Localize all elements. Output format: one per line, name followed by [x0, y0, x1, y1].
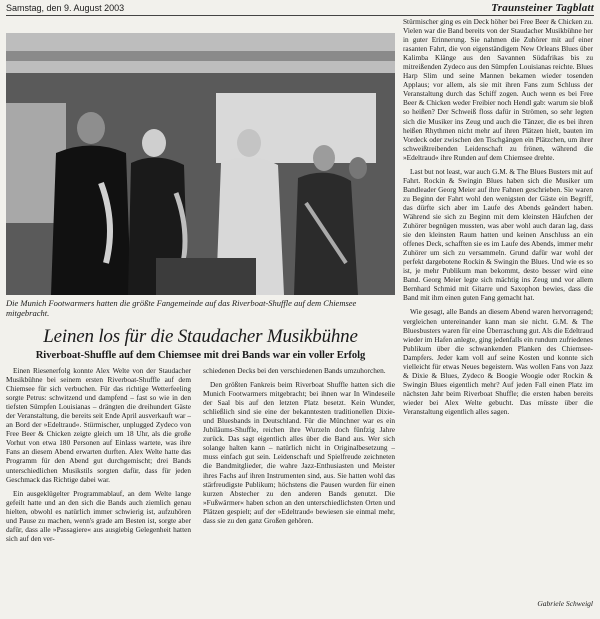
article-column-3: [403, 17, 593, 602]
article-headline: Leinen los für die Staudacher Musikbühne: [43, 326, 358, 347]
paragraph: Den größten Fankreis beim Riverboat Shuffle hatten sich die Munich Footwarmers mitgebracht; bei ihnen war In Windeseile der Saal bis auf den letzten Platz besetzt. Kein Wunder, schließlich sind sie eine der bekanntesten traditionellen Dixie- und Bluesbands in Deutschland. Für die Münchner war es ein Jubiläums-Shuffle, reichen ihre Wurzeln doch fünfzig Jahre zurück. Das sagt eigentlich alles über die Band aus. Wer sich solange halten kann – natürlich nicht in Originalbesetzung – muss einfach gut sein. Leidenschaft und Spielfreude zeichneten die Bandmitglieder, die wahre Jazz-Enthusiasten und Meister ihres Fachs auf ihren Instrumenten sind, aus. Sie hatten wohl das stärfreudigste Publikum; höchstens die Pausen wurden für einen kurzen Abstecher zu den anderen Bands genutzt. Die »Fußwärmer« haben schon an den unterschiedlichsten Orten und Plätzen gespielt; auf der »Edeltraud« bewiesen sie einmal mehr, dass sie zu den ganz Großen gehören.: [203, 380, 395, 525]
author-byline: Gabriele Schweigl: [537, 599, 593, 608]
photo-caption: Die Munich Footwarmers hatten die größte Fangemeinde auf das Riverboat-Shuffle auf dem Chiemsee mitgebracht.: [6, 298, 357, 318]
masthead: [6, 3, 594, 16]
paragraph: Ein ausgeklügelter Programmablauf, an dem Welte lange gefeilt hatte und an den sich die Bands auch ziemlich genau hielten, obwohl es natürlich immer schwierig ist, aufzuhören und Pause zu machen, wenn's grade am Besten ist, sorgte aber dafür, dass alle »Passagiere« aus ausgiebig Gelegenheit hatten sich auf den ver-: [6, 488, 191, 543]
paragraph: Stürmischer ging es ein Deck höher bei Free Beer & Chicken zu. Vielen war die Band bereits von der Staudacher Musikbühne her in guter Erinnerung. Sie nahmen die Zuhörer mit auf einer rasanten Fahrt, die von eigenständigem New Orleans Blues über Kalimba Klänge aus den Savannen Südafrikas bis zu mitreißenden Zydeco aus den Sümpfen Louisianas reichte. Blues Harp Slim und seine Mannen bekamen wieder tosenden Applaus; vor allem, als sie mit ihren Fans zum Schluss der Veranstaltung durch das Schiff zogen. Auch wenn es bei Free Beer & Chicken weder Freibier noch Hendl gab: warum sie bloß so heißen? Der Schweiß floss dafür in Strömen, so sehr legten sich die Musiker ins Zeug und auch die Tänzer, die es bei ihren heißen Rhythmen nicht mehr auf ihren Plätzen hielt, bauten im Vordeck oder zwischen den Tischgängen ein Plätzchen, um ihrer schweißtreibenden Leidenschaft zu frönen, während die »Edeltraud« ihre Runden auf dem Chiemsee drehte.: [403, 17, 593, 162]
article-column-2: [203, 366, 395, 616]
newspaper-name: Traunsteiner Tagblatt: [491, 2, 594, 14]
band-photo: [6, 33, 395, 295]
article-column-1: [6, 366, 191, 616]
paragraph: Last but not least, war auch G.M. & The Blues Busters mit auf Fahrt. Rockin & Swingin Blues haben sich die Musiker um Bandleader Georg Meier auf ihre Fahnen geschrieben. Sie waren zu Beginn der Fahrt wohl den wenigsten der Gäste ein Begriff, das dürfte sich aber im Laufe des Abends geändert haben. Während sie sich zu Beginn mit dem kleinsten Häufchen der Zuhörer begnügen mussten, was aber wohl auch daran lag, dass sie den kleinsten Raum hatten und keinen Anschluss an ein offenes Deck, schafften sie es im Laufe des Abends, immer mehr Zuhörer um sich zu versammeln. Grund dafür war wohl der perfekt dargebotene Rockin & Swingin the Blues. Und wie es so ist, je mehr Publikum man bekommt, desto besser wird eine Band. Georg Meier legte sich mächtig ins Zeug und vor allem Bernhard Schmid mit Gitarre und Saxophon bewies, dass die Band mit ihm einen guten Fang gemacht hat.: [403, 166, 593, 303]
band-photo-icon: [6, 33, 395, 295]
paragraph: schiedenen Decks bei den verschiedenen Bands umzuhorchen.: [203, 366, 386, 375]
article-subheadline: Riverboat-Shuffle auf dem Chiemsee mit drei Bands war ein voller Erfolg: [35, 350, 366, 361]
paragraph: Einen Riesenerfolg konnte Alex Welte von der Staudacher Musikbühne bei seinem ersten Riverboat-Shuffle auf dem Chiemsee für sich verbuchen. Für das richtige Wetterfeeling sorgte Petrus: schwitzend und dampfend – fast so wie in den tiefsten Sümpfen Louisianas – drängten die dreihundert Gäste der Veranstaltung, die bereits seit Ende April ausverkauft war – an Bord der »Edeltraud«. Stürmischer, unplugged Zydeco von Free Beer & Chicken zeigte gleich um 18 Uhr, als die große Vorhut von etwa 180 Personen auf Einlass wartete, was ihre Fans an diesem Abend erwarten durften. Alex Welte hatte das Programm für den Abend gut durchgemischt; drei Bands unterschiedlichen Musikstils sorgten dafür, dass für jeden Geschmack das Richtige dabei war.: [6, 366, 191, 484]
paragraph: Wie gesagt, alle Bands an diesem Abend waren hervorragend; vergleichen untereinander kann man sie nicht. G.M. & The Bluesbusters waren für eine Überraschung gut. Als die Edeltraud wieder im Hafen anlegte, ging jedenfalls ein rundum zufriedenes Publikum über die schwankenden Planken des Chiemsee-Dampfers. Jeder kam voll auf seine Kosten und konnte sich vielleicht für etwas Neues begeistern. Was wollen Fans von Jazz & Dixie & Blues, Zydeco & Boogie Woogie oder Rockin & Swingin Blues eigentlich mehr? Auf jeden Fall einen Platz im nächsten Jahr beim Riverboat Shuffle; die ersten haben bereits wieder bei Alex Welte gebucht. Das müsste über die Veranstaltung eigentlich alles sagen.: [403, 307, 593, 416]
issue-date: Samstag, den 9. August 2003: [6, 3, 125, 13]
